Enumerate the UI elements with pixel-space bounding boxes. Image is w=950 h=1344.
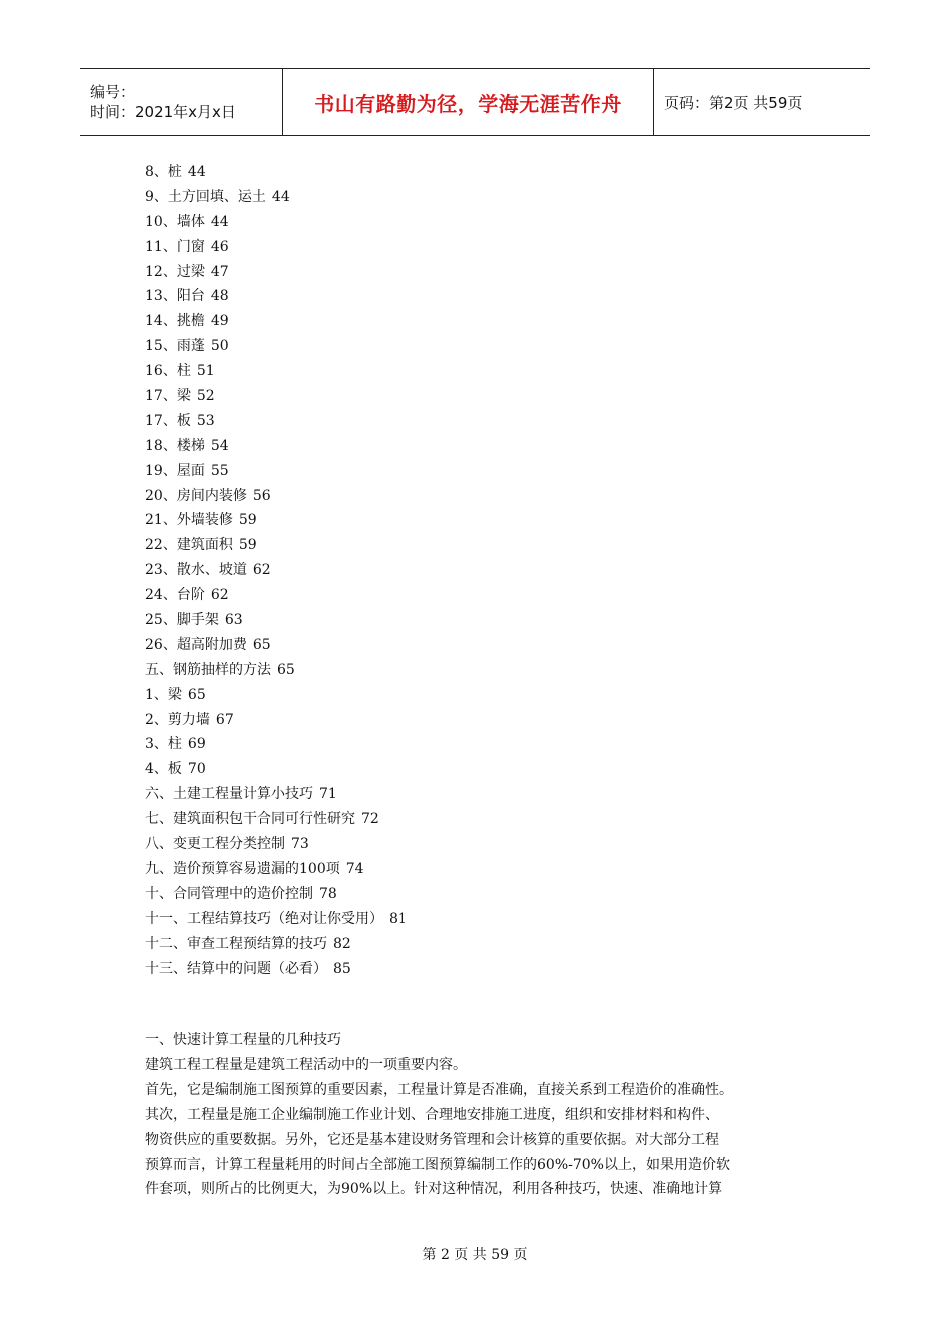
header-motto-cell xyxy=(282,69,654,135)
toc-entry-title: 25、脚手架 xyxy=(145,612,219,629)
toc-entry[interactable] xyxy=(145,857,407,882)
body-text xyxy=(145,1028,825,1202)
header-page-number: 页码：第2页 共59页 xyxy=(664,93,803,112)
toc-entry-title: 17、梁 xyxy=(145,388,191,405)
toc-entry[interactable] xyxy=(145,210,407,235)
toc-entry-title: 六、土建工程量计算小技巧 xyxy=(145,786,313,803)
toc-entry-title: 20、房间内装修 xyxy=(145,487,247,504)
header-motto: 书山有路勤为径，学海无涯苦作舟 xyxy=(314,91,622,116)
toc-entry-title: 1、梁 xyxy=(145,686,182,703)
toc-entry[interactable] xyxy=(145,508,407,533)
toc-entry-page: 65 xyxy=(187,686,206,703)
body-line: 物资供应的重要数据。另外，它还是基本建设财务管理和会计核算的重要依据。对大部分工程 xyxy=(145,1131,719,1148)
toc-entry[interactable] xyxy=(145,907,407,932)
body-line: 件套项，则所占的比例更大，为90%以上。针对这种情况，利用各种技巧，快速、准确地计算 xyxy=(145,1181,723,1198)
toc-entry-page: 85 xyxy=(333,960,351,977)
toc-entry-page: 63 xyxy=(224,612,243,629)
toc-entry-page: 69 xyxy=(187,736,206,753)
toc-entry-page: 54 xyxy=(210,437,229,454)
toc-entry[interactable] xyxy=(145,832,407,857)
toc-entry[interactable] xyxy=(145,459,407,484)
body-line: 首先，它是编制施工图预算的重要因素，工程量计算是否准确，直接关系到工程造价的准确性。 xyxy=(145,1081,733,1098)
toc-entry-page: 44 xyxy=(210,213,229,230)
toc-entry-page: 46 xyxy=(210,238,229,255)
toc-entry-title: 八、变更工程分类控制 xyxy=(145,836,285,853)
toc-entry-title: 14、挑檐 xyxy=(145,313,205,330)
toc-entry-title: 15、雨蓬 xyxy=(145,338,205,355)
toc-entry-title: 13、阳台 xyxy=(145,288,205,305)
toc-entry[interactable] xyxy=(145,185,407,210)
toc-entry-page: 62 xyxy=(210,587,229,604)
toc-entry[interactable] xyxy=(145,235,407,260)
toc-entry[interactable] xyxy=(145,334,407,359)
toc-entry-page: 65 xyxy=(252,636,271,653)
toc-entry-page: 70 xyxy=(187,761,206,778)
section-heading: 一、快速计算工程量的几种技巧 xyxy=(145,1032,341,1048)
toc-entry-title: 10、墙体 xyxy=(145,213,205,230)
toc-entry[interactable] xyxy=(145,807,407,832)
document-number: 编号： xyxy=(90,83,136,101)
toc-entry-page: 81 xyxy=(389,910,407,927)
header-page-cell xyxy=(654,69,870,135)
toc-entry-page: 47 xyxy=(210,263,229,280)
toc-entry-page: 49 xyxy=(210,313,229,330)
toc-entry[interactable] xyxy=(145,633,407,658)
toc-entry-title: 十、合同管理中的造价控制 xyxy=(145,885,313,902)
toc-entry[interactable] xyxy=(145,608,407,633)
toc-entry-title: 26、超高附加费 xyxy=(145,636,247,653)
body-line: 其次，工程量是施工企业编制施工作业计划、合理地安排施工进度，组织和安排材料和构件、 xyxy=(145,1106,719,1123)
toc-entry[interactable] xyxy=(145,409,407,434)
table-of-contents xyxy=(145,160,407,981)
toc-entry-title: 22、建筑面积 xyxy=(145,537,233,554)
toc-entry-title: 8、桩 xyxy=(145,164,182,180)
toc-entry-page: 48 xyxy=(210,288,229,305)
toc-entry[interactable] xyxy=(145,882,407,907)
toc-entry-title: 21、外墙装修 xyxy=(145,512,233,529)
toc-entry-title: 十一、工程结算技巧（绝对让你受用） xyxy=(145,910,383,927)
toc-entry-title: 23、散水、坡道 xyxy=(145,562,247,579)
toc-entry-page: 44 xyxy=(271,188,290,205)
toc-entry[interactable] xyxy=(145,309,407,334)
toc-entry[interactable] xyxy=(145,558,407,583)
toc-entry[interactable] xyxy=(145,658,407,683)
toc-entry-title: 2、剪力墙 xyxy=(145,711,210,728)
toc-entry[interactable] xyxy=(145,782,407,807)
toc-entry-title: 12、过梁 xyxy=(145,263,205,280)
toc-entry-title: 11、门窗 xyxy=(145,238,205,255)
toc-entry-page: 59 xyxy=(238,512,257,529)
toc-entry[interactable] xyxy=(145,384,407,409)
toc-entry[interactable] xyxy=(145,260,407,285)
toc-entry-page: 59 xyxy=(238,537,257,554)
toc-entry[interactable] xyxy=(145,484,407,509)
toc-entry-title: 十三、结算中的问题（必看） xyxy=(145,960,327,977)
toc-entry-title: 17、板 xyxy=(145,412,191,429)
toc-entry-page: 55 xyxy=(210,462,229,479)
toc-entry[interactable] xyxy=(145,284,407,309)
page-footer: 第 2 页 共 59 页 xyxy=(422,1247,528,1263)
toc-entry-title: 9、土方回填、运土 xyxy=(145,188,266,205)
toc-entry-title: 18、楼梯 xyxy=(145,437,205,454)
toc-entry[interactable] xyxy=(145,757,407,782)
page-header xyxy=(80,68,870,136)
toc-entry-page: 62 xyxy=(252,562,271,579)
toc-entry-title: 4、板 xyxy=(145,761,182,778)
toc-entry-page: 71 xyxy=(319,786,337,803)
toc-entry-title: 十二、审查工程预结算的技巧 xyxy=(145,935,327,952)
body-line: 预算而言，计算工程量耗用的时间占全部施工图预算编制工作的60%-70%以上，如果用造价软 xyxy=(145,1156,730,1173)
toc-entry-page: 44 xyxy=(187,164,206,180)
toc-entry-title: 19、屋面 xyxy=(145,462,205,479)
toc-entry-page: 82 xyxy=(333,935,351,952)
toc-entry[interactable] xyxy=(145,359,407,384)
toc-entry-title: 3、柱 xyxy=(145,736,182,753)
toc-entry[interactable] xyxy=(145,957,407,982)
toc-entry-title: 16、柱 xyxy=(145,363,191,380)
toc-entry-page: 78 xyxy=(319,885,337,902)
toc-entry-page: 56 xyxy=(252,487,271,504)
toc-entry-title: 七、建筑面积包干合同可行性研究 xyxy=(145,811,355,828)
header-meta xyxy=(80,69,282,135)
toc-entry[interactable] xyxy=(145,732,407,757)
toc-entry[interactable] xyxy=(145,583,407,608)
toc-entry-page: 50 xyxy=(210,338,229,355)
toc-entry-page: 74 xyxy=(345,860,364,877)
toc-entry-title: 五、钢筋抽样的方法 xyxy=(145,661,271,678)
toc-entry[interactable] xyxy=(145,434,407,459)
toc-entry-page: 67 xyxy=(215,711,234,728)
toc-entry[interactable] xyxy=(145,932,407,957)
toc-entry-page: 53 xyxy=(196,412,215,429)
document-date: 时间：2021年x月x日 xyxy=(90,103,236,121)
toc-entry-title: 九、造价预算容易遗漏的100项 xyxy=(145,860,340,877)
toc-entry-page: 72 xyxy=(361,811,379,828)
toc-entry-page: 52 xyxy=(196,388,215,405)
toc-entry-title: 24、台阶 xyxy=(145,587,205,604)
toc-entry[interactable] xyxy=(145,683,407,708)
toc-entry-page: 51 xyxy=(196,363,215,380)
toc-entry-page: 73 xyxy=(291,836,309,853)
body-line: 建筑工程工程量是建筑工程活动中的一项重要内容。 xyxy=(145,1056,467,1073)
toc-entry[interactable] xyxy=(145,160,407,185)
toc-entry[interactable] xyxy=(145,533,407,558)
toc-entry[interactable] xyxy=(145,708,407,733)
toc-entry-page: 65 xyxy=(277,661,295,678)
